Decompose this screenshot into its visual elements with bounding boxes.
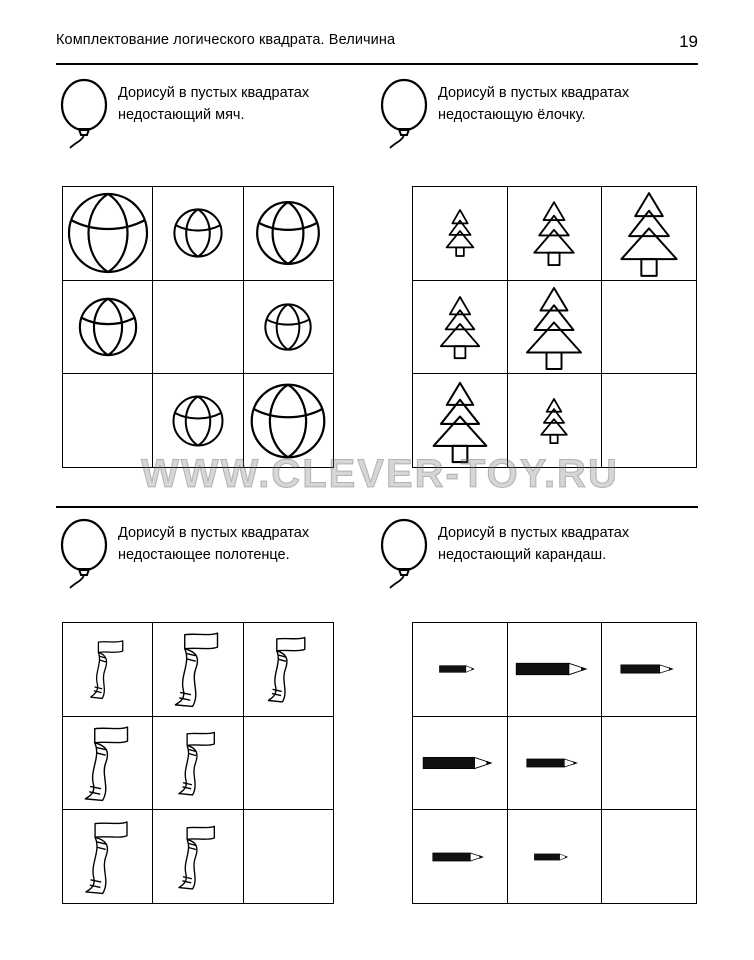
cell-balls-r1c2[interactable] [153,187,243,281]
cell-towels-r3c3-empty[interactable] [244,810,334,904]
balloon-icon [376,78,432,150]
section-divider [56,506,698,508]
instruction-block-balls [56,78,396,158]
pencil-medium-icon [525,753,583,773]
instruction-block-pencils [376,518,706,598]
ball-large-icon [65,190,151,276]
cell-balls-r1c3[interactable] [244,187,334,281]
grid-towels [62,622,334,904]
pencil-medium-icon [619,659,679,679]
header-divider [56,63,698,65]
instruction-block-towels [56,518,396,598]
cell-pencils-r2c2[interactable] [508,717,603,811]
balloon-icon [56,78,112,150]
tree-large-icon [609,187,689,279]
cell-balls-r2c3[interactable] [244,281,334,375]
pencil-medium-icon [431,847,489,867]
cell-balls-r2c1[interactable] [63,281,153,375]
cell-pencils-r1c3[interactable] [602,623,697,717]
cell-towels-r2c1[interactable] [63,717,153,811]
cell-pencils-r3c1[interactable] [413,810,508,904]
cell-trees-r2c1[interactable] [413,281,508,375]
ball-medium-icon [254,199,322,267]
cell-pencils-r1c1[interactable] [413,623,508,717]
ball-small-icon [263,302,313,352]
grid-balls [62,186,334,468]
cell-trees-r2c3-empty[interactable] [602,281,697,375]
cell-balls-r1c1[interactable] [63,187,153,281]
instruction-block-trees [376,78,706,158]
cell-pencils-r1c2[interactable] [508,623,603,717]
ball-large-icon [248,381,328,461]
towel-large-icon [165,630,231,708]
cell-trees-r1c2[interactable] [508,187,603,281]
ball-small-icon [172,207,224,259]
ball-medium-icon [77,296,139,358]
cell-towels-r1c1[interactable] [63,623,153,717]
cell-trees-r3c3-empty[interactable] [602,374,697,468]
instruction-text-towels: Дорисуй в пустых квадратах недостающее полотенце. [118,525,310,563]
pencil-small-icon [533,848,575,866]
pencil-small-icon [438,660,482,678]
towel-medium-icon [170,729,226,797]
balloon-icon [56,518,112,590]
towel-large-icon [76,819,140,895]
towel-medium-icon [259,634,317,704]
cell-trees-r3c1[interactable] [413,374,508,468]
pencil-large-icon [514,658,594,680]
page-number: 19 [679,32,698,51]
grid-pencils [412,622,697,904]
cell-balls-r3c1-empty[interactable] [63,374,153,468]
watermark: WWW.CLEVER-TOY.RU [141,452,619,496]
cell-towels-r2c3-empty[interactable] [244,717,334,811]
cell-balls-r3c3[interactable] [244,374,334,468]
cell-pencils-r3c2[interactable] [508,810,603,904]
tree-large-icon [515,282,593,372]
tree-large-icon [422,377,498,465]
ball-small-icon [171,394,225,448]
grid-trees [412,186,697,468]
instruction-text-trees: Дорисуй в пустых квадратах недостающую ёлочку. [438,85,630,123]
cell-towels-r1c3[interactable] [244,623,334,717]
instruction-text-balls: Дорисуй в пустых квадратах недостающий мяч. [118,85,310,123]
balloon-icon [376,518,432,590]
towel-small-icon [81,637,135,701]
page-header [56,32,698,64]
cell-balls-r3c2[interactable] [153,374,243,468]
page-title: Комплектование логического квадрата. Величина [56,32,396,48]
tree-medium-icon [430,291,490,363]
cell-towels-r1c2[interactable] [153,623,243,717]
towel-large-icon [75,724,141,802]
cell-balls-r2c2-empty[interactable] [153,281,243,375]
towel-medium-icon [170,823,226,891]
tree-small-icon [531,393,577,449]
cell-trees-r1c1[interactable] [413,187,508,281]
cell-trees-r1c3[interactable] [602,187,697,281]
tree-medium-icon [523,196,585,270]
instruction-text-pencils: Дорисуй в пустых квадратах недостающий карандаш. [438,525,630,563]
cell-towels-r2c2[interactable] [153,717,243,811]
cell-trees-r2c2[interactable] [508,281,603,375]
cell-pencils-r2c1[interactable] [413,717,508,811]
cell-pencils-r2c3-empty[interactable] [602,717,697,811]
cell-towels-r3c1[interactable] [63,810,153,904]
cell-towels-r3c2[interactable] [153,810,243,904]
cell-pencils-r3c3-empty[interactable] [602,810,697,904]
pencil-large-icon [421,752,499,774]
tree-small-icon [436,204,484,262]
cell-trees-r3c2[interactable] [508,374,603,468]
